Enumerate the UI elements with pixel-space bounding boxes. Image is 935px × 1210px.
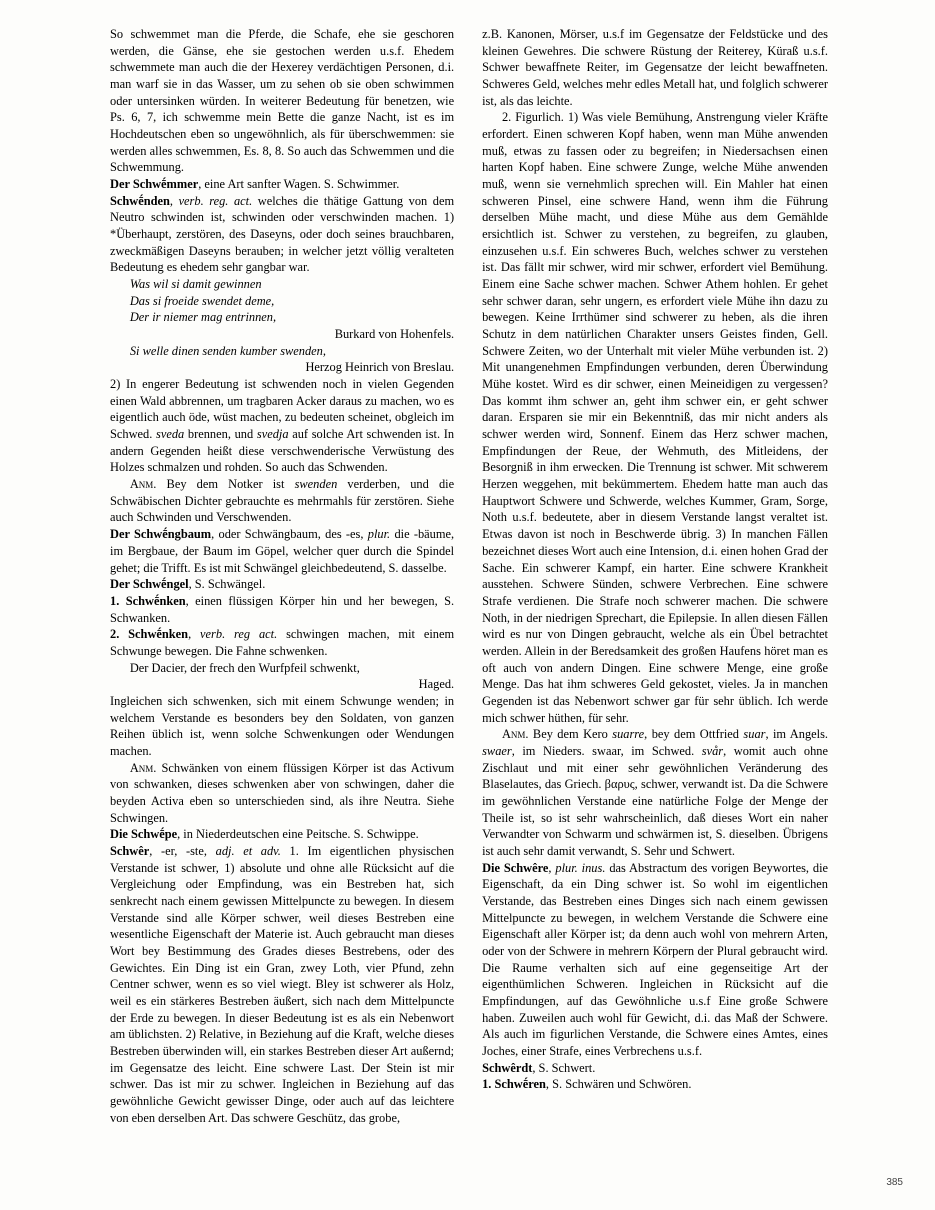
paragraph: 1. Schwḗnken, einen flüssigen Körper hin und her bewegen, S. Schwanken. [110,593,455,625]
paragraph: 2. Schwḗnken, verb. reg act. schwingen machen, mit einem Schwunge bewegen. Die Fahne schwenken. [110,627,455,658]
paragraph: Schwêrdt, S. Schwert. [482,1060,596,1075]
paragraph: 1. Schwḗren, S. Schwären und Schwören. [482,1077,692,1092]
verse-quote [110,343,454,360]
paragraph: Anm. Schwänken von einem flüssigen Körper ist das Activum von schwanken, dieses schwenken aber von schwingen, daher die beyden Activa eben so unterschieden sind, als ihre Neutra. Siehe Schwingen. [110,760,455,825]
verse-line: Si welle dinen senden kumber swenden, [129,343,326,358]
paragraph: Anm. Bey dem Notker ist swenden verderben, und die Schwäbischen Dichter gebrauchte es mehrmahls für zerstören. Siehe auch Schwinden und Verschwenden. [110,477,455,525]
quote-attribution: Haged. [418,677,455,692]
paragraph: 2. Figurlich. 1) Was viele Bemühung, Anstrengung vieler Kräfte erfordert. Einen schweren Kopf haben, wenn man Mühe anwenden muß, etwas zu fassen oder zu begreifen; in Niedersachsen einen harten Kopf haben. Eine schwere Zunge, welche Mühe anwenden muß, wenn sie vernehmlich sprechen will. Ein Mahler hat einen schweren Pinsel, eine schwere Hand, wenn ihm die Führung derselben Mühe macht, und diese Mühe aus dem Gemählde ersichtlich ist. Schwer zu verstehen, zu begreifen, zu glauben, einzusehen u.s.f. Ein schweres Buch, welches schwer zu verstehen ist. Das fällt mir schwer, wird mir schwer, erfordert viel Bemühung. Einem eine Sache schwer machen. Schwer Athem hohlen. Er gehet sehr schwer daran, sehr ungern, es erfordert viele Mühe ihn dazu zu bewegen. Keine Irrthümer sind schwerer zu heben, als die ihren Schutz in dem natürlichen Charakter unsers Geistes finden, Gell. Schwere Zeiten, wo der Unterhalt mit vieler Mühe verbunden ist. 2) Mit unangenehmen Empfindungen verbunden, deren Überwindung Mühe kostet. Wird es dir schwer, einen Meineidigen zu vergessen? Das kommt ihm schwer an, geht ihm schwer ein, er geht schwer daran. Ersparen sie mir ein Bekenntniß, das mir nicht anders als schwer werden wird, Sonnenf. Einem das Herz schwer machen, Empfindungen der Reue, der Wehmuth, des Mitleidens, der Besorgniß in ihm erwecken. Die Trennung ist schwer. Mit schwerem Herzen weggehen, mit bekümmertem. Ehedem hatte man auch das Hauptwort Schwere und Schwerde, welches Kummer, Gram, Sorge, Noth u.s.f. bedeutete, aber in diesem Verstande langst veraltet ist. Etwas davon ist noch in Beschwerde übrig. 3) In manchen Fällen bezeichnet dieses Wort auch eine Intension, d.i. einen hohen Grad der Sache. Ein schwerer Kampf, ein harter. Eine schwere Krankheit ausstehen. Schwere Sünden, schwere Verbrechen. Eine schwere Strafe verdienen. Die Strafe noch schwerer machen. Die schwere Noth, in der niedrigen Sprechart, die Epilepsie. In allen diesen Fällen wird es nur von Dingen gebraucht, welche als ein Übel betrachtet werden. Allein in der Beredsamkeit des großen Haufens höret man es oft auch von andern Dingen. Eine schwere Menge, eine große Menge. Das hat ihm schweres Geld gekostet, vieles. Ja in manchen Gegenden ist das Nebenwort schwer gar für sehr üblich. Ich werde mich schwer hüthen, für sehr. [482,110,828,725]
quote-attribution: Burkard von Hohenfels. [334,327,455,342]
paragraph: z.B. Kanonen, Mörser, u.s.f im Gegensatze der Feldstücke und des kleinen Gewehres. Die schwere Rüstung der Reiterey, Küraß u.s.f. Schwer bewaffnete Reiter, im Gegensatze der leicht bewaffneten. Schweres Geld, welches mehr edles Metall hat, und folglich schwerer ist, als das leichte. [482,27,828,108]
paragraph: Die Schwḗpe, in Niederdeutschen eine Peitsche. S. Schwippe. [110,827,419,842]
left-text-column [110,26,454,1126]
quote-attribution: Herzog Heinrich von Breslau. [305,360,455,375]
paragraph: Der Schwḗngbaum, oder Schwängbaum, des -es, plur. die -bäume, im Bergbaue, der Baum im Göpel, welcher quer durch die Spindel gehet; die Trifft. Es ist mit Schwängel gleichbedeutend, S. dasselbe. [110,527,455,575]
paragraph: 2) In engerer Bedeutung ist schwenden noch in vielen Gegenden einen Wald abbrennen, um tragbaren Acker daraus zu machen, wo es eigentlich auch öde, wüst machen, zu bedeuten scheinet, obgleich im Schwed. sveda brennen, und svedja auf solche Art schwenden ist. In andern Gegenden heißt diese verschwenderische Verwüstung des Holzes schmalzen und rohden. So auch das Schwenden. [110,377,455,475]
paragraph: Anm. Bey dem Kero suarre, bey dem Ottfried suar, im Angels. swaer, im Nieders. swaar, im Schwed. svår, womit auch ohne Zischlaut und mit einer sehr gewöhnlichen Veränderung des Blaselautes, das Griech. βαρυς, schwer, verwandt ist. Da die Schwere im gewöhnlichen Verstande eine natürliche Folge der Menge der Theile ist, so ist sehr wahrscheinlich, daß dieses Wort ein naher Verwandter von Schwarm und schwärmen ist, S. dieselben. Übrigens ist auch sehr damit verwandt, S. Sehr und Schwert. [482,727,829,858]
page-number: 385 [886,1177,903,1188]
verse-line: Was wil si damit gewinnen [129,277,262,292]
paragraph: Der Schwḗmmer, eine Art sanfter Wagen. S. Schwimmer. [110,177,400,192]
paragraph: Der Dacier, der frech den Wurfpfeil schwenkt, [129,660,360,675]
paragraph: Die Schwêre, plur. inus. das Abstractum des vorigen Beywortes, die Eigenschaft, da ein Ding schwer ist. So wohl im eigentlichen Verstande, das Bestreben eines Dinges sich nach einem gewissen Mittelpuncte zu bewegen, in welchem Verstande die Schwere eine Eigenschaft aller Körper ist; da denn auch wohl von mehrern Arten, oder von der Schwere in mehrern Körpern der Plural gebraucht wird. Die Raume verhalten sich auf eine gegenseitige Art der eigenthümlichen Schweren. Ingleichen in Rücksicht auf die Empfindungen, auf das Gewöhnliche u.s.f Eine große Schwere haben. Zuweilen auch wohl für Gewicht, d.i. das Maß der Schwere. Als auch im figurlichen Verstande, die Schwere eines Amtes, eines Joches, einer Strafe, eines Verbrechens u.s.f. [482,860,829,1058]
paragraph: So schwemmet man die Pferde, die Schafe, ehe sie geschoren werden, die Gänse, ehe sie gestochen werden u.s.f. Ehedem schwemmete man auch die der Hexerey verdächtigen Personen, d.i. man warf sie in das Wasser, um zu sehen ob sie oben schwimmen oder untersinken würden. In weiterer Bedeutung für benetzen, wie Ps. 6, 7, ich schwemme mein Bette die ganze Nacht, ist es im Hochdeutschen eben so ungewöhnlich, als für überschwemmen: sie werden alles schwemmen, Es. 8, 8. So auch das Schwemmen und die Schwemmung. [110,27,455,175]
two-column-text-body [110,26,828,1126]
paragraph: Schwḗnden, verb. reg. act. welches die thätige Gattung von dem Neutro schwinden ist, schwinden oder verschwinden machen. 1) *Überhaupt, zerstören, des Daseyns, oder doch seines brauchbaren, zweckmäßigen Daseyns berauben; in welcher jetzt völlig veralteten Bedeutung es ehedem sehr gangbar war. [110,193,455,275]
right-text-column [482,26,828,1126]
verse-quote [110,276,454,326]
paragraph: Schwêr, -er, -ste, adj. et adv. 1. Im eigentlichen physischen Verstande ist schwer, 1) absolute und ohne alle Rücksicht auf die Vergleichung oder Empfindung, was ein Bestreben hat, sich senkrecht nach einem gewissen Mittelpuncte zu bewegen. In diesem Verstande sind alle Körper schwer, weil dieses Bestreben eine wesentliche Eigenschaft der Materie ist. Auch gebraucht man dieses Wort bey Bestimmung des Grades dieses Bestrebens, oder des Gewichtes. Ein Ding ist ein Gran, zwey Loth, vier Pfund, zehn Centner schwer, wenn es so viel wiegt. Bley ist schwerer als Holz, weil es ein stärkeres Bestreben äußert, sich nach dem Mittelpuncte der Erde zu bewegen. In dieser Bedeutung ist es als ein Nebenwort am üblichsten. 2) Relative, in Beziehung auf die Kraft, welche dieses Bestreben überwinden will, ein starkes Bestreben dieser Art außernd; im Gegensatze des leicht. Eine schwere Last. Der Stein ist mir schwer. Das ist mir zu schwer. Ingleichen in Beziehung auf das gewöhnliche Gewicht gewisser Dinge, oder auch auf das leichtere von eben derselben Art. Das schwere Geschütz, das grobe, [110,843,455,1125]
verse-line: Das si froeide swendet deme, [129,293,275,308]
paragraph: Der Schwḗngel, S. Schwängel. [110,577,266,592]
verse-line: Der ir niemer mag entrinnen, [129,310,277,325]
paragraph: Ingleichen sich schwenken, sich mit einem Schwunge wenden; in welchem Verstande es besonders bey den Soldaten, von ganzen Reihen üblich ist, wenn solche Schwenkungen oder Wendungen machen. [110,693,455,758]
